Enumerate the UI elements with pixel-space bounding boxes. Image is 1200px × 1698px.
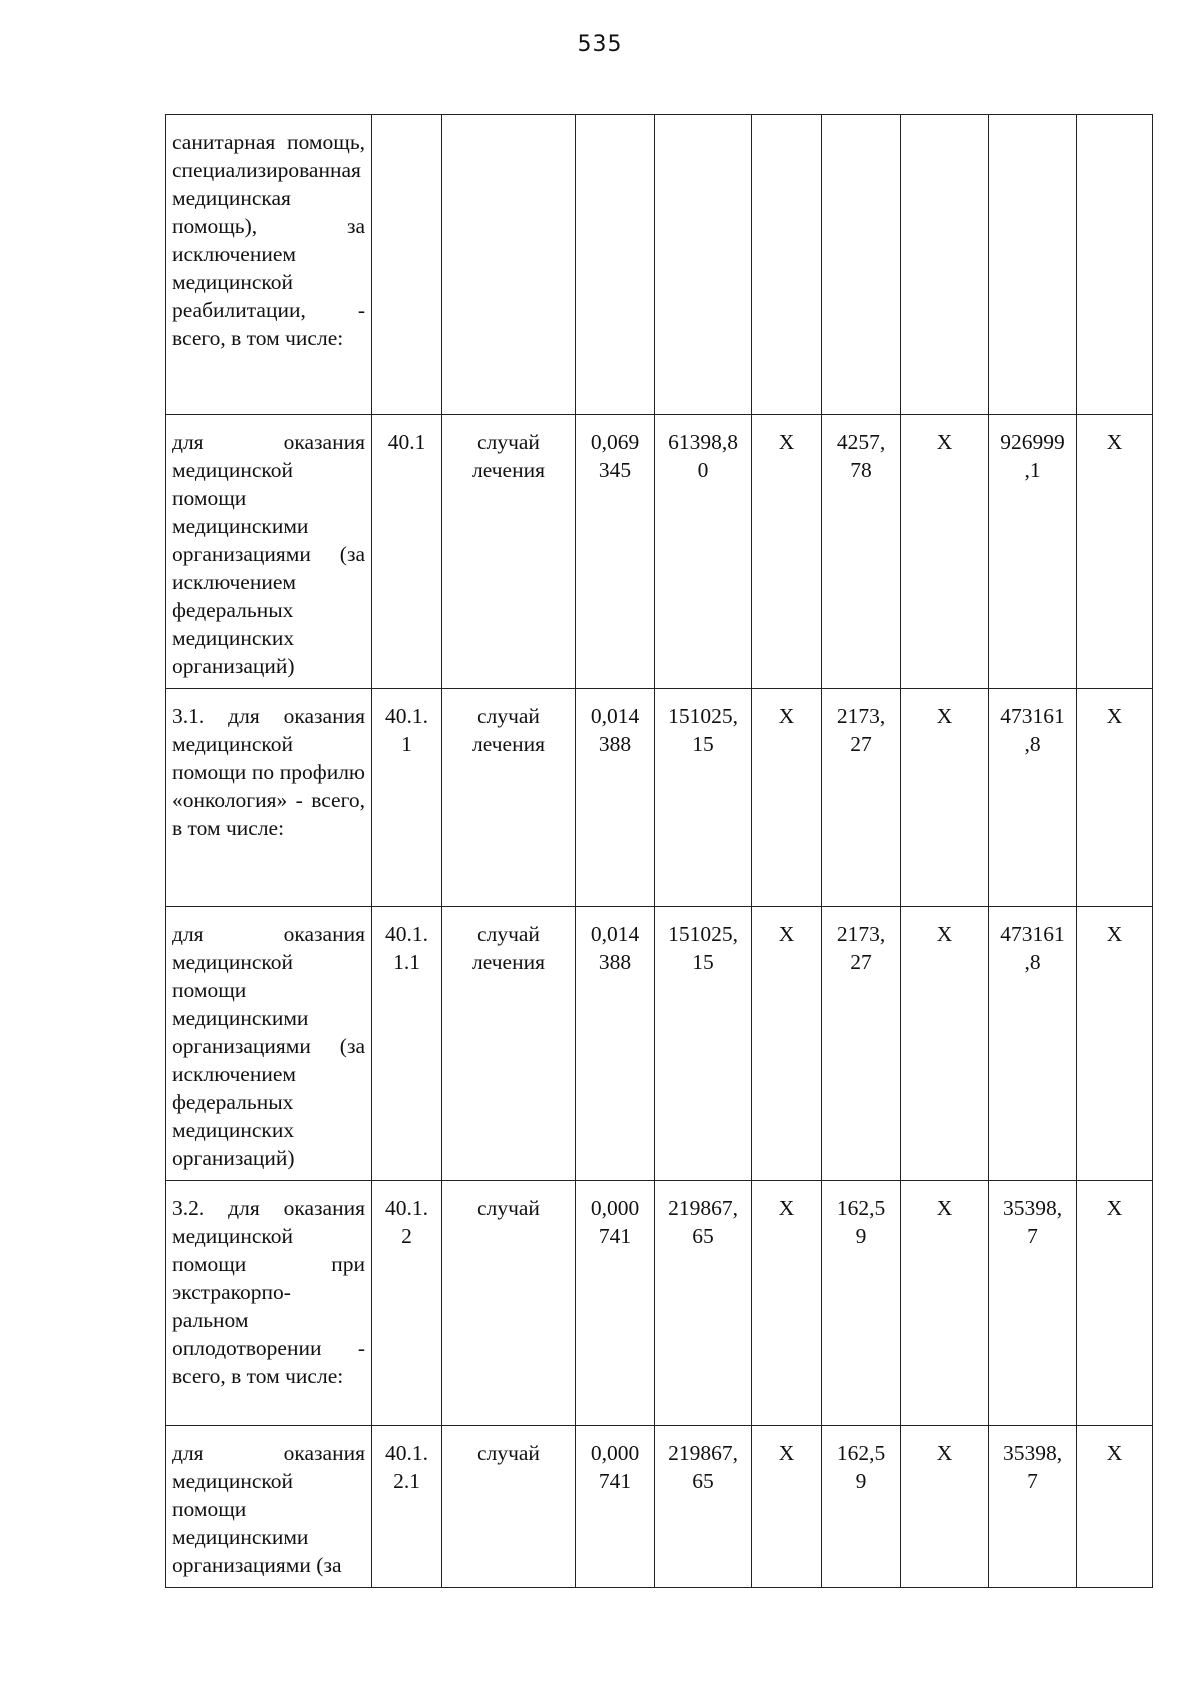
norm-cell: 0,014 388: [576, 689, 655, 907]
column-10-cell: Х: [1077, 1181, 1153, 1426]
column-9-cell: 473161 ,8: [989, 689, 1077, 907]
norm-cell: 0,069 345: [576, 415, 655, 689]
column-7-cell: 162,5 9: [822, 1426, 901, 1588]
column-8-cell: Х: [901, 1181, 989, 1426]
cost-cell: [655, 115, 752, 415]
description-cell: санитарная помощь, специализированная медицинская помощь), за исключением медицинской реабилитации, - всего, в том числе:: [166, 115, 372, 415]
column-9-cell: [989, 115, 1077, 415]
page-number: 535: [577, 32, 623, 57]
norm-cell: 0,000 741: [576, 1181, 655, 1426]
column-10-cell: Х: [1077, 1426, 1153, 1588]
unit-cell: случай: [442, 1426, 576, 1588]
code-cell: [372, 115, 442, 415]
description-cell: для оказания медицинской помощи медицинскими организациями (за: [166, 1426, 372, 1588]
code-cell: 40.1. 1: [372, 689, 442, 907]
column-7-cell: 2173, 27: [822, 907, 901, 1181]
unit-cell: случай: [442, 1181, 576, 1426]
description-cell: для оказания медицинской помощи медицинскими организациями (за исключением федеральных медицинских организаций): [166, 415, 372, 689]
column-10-cell: Х: [1077, 415, 1153, 689]
description-cell: 3.1. для оказания медицинской помощи по профилю «онкология» - всего, в том числе:: [166, 689, 372, 907]
column-6-cell: [752, 115, 822, 415]
table-row: [166, 415, 1153, 689]
code-cell: 40.1. 1.1: [372, 907, 442, 1181]
norm-cell: [576, 115, 655, 415]
column-9-cell: 926999 ,1: [989, 415, 1077, 689]
column-8-cell: [901, 115, 989, 415]
column-6-cell: Х: [752, 415, 822, 689]
column-8-cell: Х: [901, 415, 989, 689]
column-8-cell: Х: [901, 1426, 989, 1588]
column-7-cell: 2173, 27: [822, 689, 901, 907]
column-10-cell: Х: [1077, 689, 1153, 907]
code-cell: 40.1. 2.1: [372, 1426, 442, 1588]
norm-cell: 0,000 741: [576, 1426, 655, 1588]
column-6-cell: Х: [752, 1426, 822, 1588]
unit-cell: случай лечения: [442, 415, 576, 689]
table-body: [166, 115, 1153, 1588]
column-6-cell: Х: [752, 1181, 822, 1426]
column-10-cell: [1077, 115, 1153, 415]
column-10-cell: Х: [1077, 907, 1153, 1181]
unit-cell: [442, 115, 576, 415]
unit-cell: случай лечения: [442, 689, 576, 907]
column-8-cell: Х: [901, 689, 989, 907]
column-8-cell: Х: [901, 907, 989, 1181]
table-row: [166, 1426, 1153, 1588]
data-table: [165, 114, 1153, 1588]
column-6-cell: Х: [752, 689, 822, 907]
code-cell: 40.1. 2: [372, 1181, 442, 1426]
norm-cell: 0,014 388: [576, 907, 655, 1181]
cost-cell: 219867, 65: [655, 1181, 752, 1426]
table-row: [166, 1181, 1153, 1426]
column-7-cell: 162,5 9: [822, 1181, 901, 1426]
cost-cell: 61398,8 0: [655, 415, 752, 689]
cost-cell: 151025, 15: [655, 907, 752, 1181]
description-cell: для оказания медицинской помощи медицинскими организациями (за исключением федеральных медицинских организаций): [166, 907, 372, 1181]
column-9-cell: 35398, 7: [989, 1426, 1077, 1588]
table-row: [166, 115, 1153, 415]
description-cell: 3.2. для оказания медицинской помощи при экстракорпо-ральном оплодотворении - всего, в том числе:: [166, 1181, 372, 1426]
column-6-cell: Х: [752, 907, 822, 1181]
column-9-cell: 473161 ,8: [989, 907, 1077, 1181]
table-row: [166, 689, 1153, 907]
code-cell: 40.1: [372, 415, 442, 689]
table-row: [166, 907, 1153, 1181]
column-7-cell: 4257, 78: [822, 415, 901, 689]
unit-cell: случай лечения: [442, 907, 576, 1181]
column-9-cell: 35398, 7: [989, 1181, 1077, 1426]
cost-cell: 151025, 15: [655, 689, 752, 907]
column-7-cell: [822, 115, 901, 415]
cost-cell: 219867, 65: [655, 1426, 752, 1588]
